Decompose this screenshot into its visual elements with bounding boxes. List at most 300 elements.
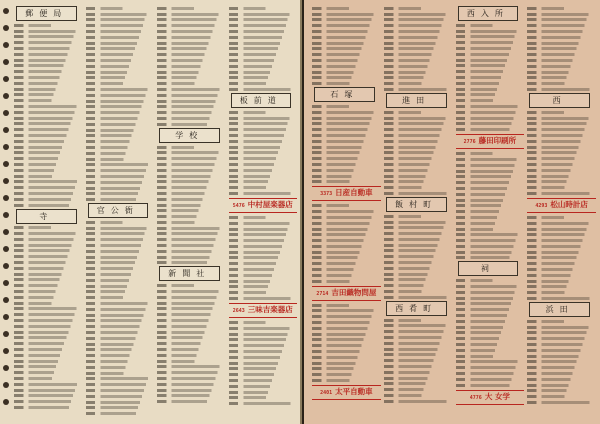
directory-line	[229, 111, 296, 114]
directory-line	[14, 93, 81, 96]
binding-hole	[3, 263, 9, 269]
section-header: 西入所	[458, 6, 519, 21]
directory-line	[384, 122, 451, 125]
directory-line	[14, 128, 81, 131]
directory-line	[312, 309, 379, 312]
directory-line	[14, 140, 81, 143]
directory-line	[527, 117, 594, 120]
directory-line	[384, 59, 451, 62]
directory-line	[312, 251, 379, 254]
directory-line	[229, 186, 296, 189]
directory-line	[157, 354, 224, 357]
directory-line	[86, 59, 153, 62]
directory-line	[527, 297, 594, 300]
directory-line	[384, 82, 451, 85]
directory-line	[229, 169, 296, 172]
directory-line	[14, 249, 81, 252]
directory-line	[14, 371, 81, 374]
directory-line	[86, 24, 153, 27]
section-header: 飯村町	[386, 197, 447, 212]
directory-line	[456, 251, 523, 254]
directory-line	[229, 262, 296, 265]
directory-line	[14, 157, 81, 160]
directory-line	[456, 291, 523, 294]
directory-line	[157, 117, 224, 120]
directory-line	[86, 279, 153, 282]
directory-line	[527, 291, 594, 294]
directory-line	[456, 152, 523, 155]
directory-line	[157, 146, 224, 149]
directory-line	[527, 146, 594, 149]
binding-hole	[3, 280, 9, 286]
directory-line	[86, 187, 153, 190]
directory-line	[384, 400, 451, 403]
directory-listing	[229, 7, 298, 91]
directory-listing	[384, 111, 453, 195]
section-header: 西	[529, 93, 590, 108]
directory-line	[384, 365, 451, 368]
directory-line	[384, 18, 451, 21]
directory-line	[14, 99, 81, 102]
directory-line	[229, 59, 296, 62]
directory-line	[312, 350, 379, 353]
right-page	[304, 0, 600, 424]
directory-line	[86, 232, 153, 235]
binding-hole	[3, 144, 9, 150]
directory-line	[157, 302, 224, 305]
directory-line	[312, 65, 379, 68]
directory-line	[14, 325, 81, 328]
directory-line	[157, 371, 224, 374]
directory-line	[86, 53, 153, 56]
directory-line	[312, 82, 379, 85]
directory-listing	[312, 304, 381, 382]
directory-line	[527, 343, 594, 346]
directory-line	[14, 232, 81, 235]
advertisement: 2401 太平自動車	[312, 385, 381, 400]
directory-line	[384, 71, 451, 74]
directory-line	[456, 320, 523, 323]
directory-line	[384, 140, 451, 143]
left-column-2	[86, 4, 155, 422]
directory-line	[229, 228, 296, 231]
directory-line	[14, 24, 81, 27]
directory-line	[86, 360, 153, 363]
directory-line	[86, 250, 153, 253]
directory-line	[86, 314, 153, 317]
directory-listing	[384, 7, 453, 91]
directory-line	[527, 157, 594, 160]
directory-line	[229, 350, 296, 353]
directory-listing	[527, 7, 596, 91]
directory-line	[229, 233, 296, 236]
directory-listing	[527, 320, 596, 404]
directory-line	[157, 336, 224, 339]
directory-line	[86, 377, 153, 380]
directory-line	[456, 355, 523, 358]
directory-listing	[384, 319, 453, 403]
directory-line	[157, 123, 224, 126]
directory-line	[456, 24, 523, 27]
directory-line	[312, 36, 379, 39]
directory-line	[14, 296, 81, 299]
directory-line	[384, 47, 451, 50]
directory-line	[14, 151, 81, 154]
directory-line	[157, 284, 224, 287]
directory-line	[229, 117, 296, 120]
directory-line	[384, 157, 451, 160]
directory-line	[229, 222, 296, 225]
directory-line	[229, 268, 296, 271]
directory-line	[86, 105, 153, 108]
directory-line	[229, 88, 296, 91]
directory-line	[157, 88, 224, 91]
directory-listing	[456, 279, 525, 386]
directory-line	[157, 227, 224, 230]
directory-line	[86, 71, 153, 74]
directory-line	[157, 307, 224, 310]
directory-line	[456, 239, 523, 242]
directory-line	[456, 326, 523, 329]
binding-hole	[3, 195, 9, 201]
section-header: 板前道	[231, 93, 292, 108]
directory-line	[527, 175, 594, 178]
directory-line	[312, 304, 379, 307]
directory-line	[229, 163, 296, 166]
binding-hole	[3, 25, 9, 31]
directory-listing	[384, 215, 453, 299]
directory-line	[229, 402, 296, 405]
binding-hole	[3, 212, 9, 218]
directory-line	[527, 326, 594, 329]
directory-line	[312, 47, 379, 50]
directory-line	[527, 378, 594, 381]
directory-line	[456, 181, 523, 184]
directory-line	[384, 319, 451, 322]
directory-line	[312, 175, 379, 178]
directory-line	[312, 338, 379, 341]
directory-line	[157, 36, 224, 39]
directory-line	[384, 7, 451, 10]
directory-line	[384, 232, 451, 235]
directory-line	[229, 216, 296, 219]
directory-line	[86, 308, 153, 311]
directory-line	[157, 256, 224, 259]
directory-line	[384, 249, 451, 252]
directory-line	[456, 314, 523, 317]
directory-line	[157, 204, 224, 207]
directory-line	[456, 59, 523, 62]
directory-line	[157, 383, 224, 386]
directory-line	[384, 267, 451, 270]
directory-line	[456, 35, 523, 38]
directory-line	[456, 360, 523, 363]
directory-line	[86, 383, 153, 386]
directory-line	[527, 366, 594, 369]
directory-line	[14, 255, 81, 258]
directory-line	[384, 394, 451, 397]
directory-line	[384, 128, 451, 131]
directory-line	[14, 342, 81, 345]
directory-line	[527, 24, 594, 27]
directory-line	[229, 134, 296, 137]
section-header: 新聞社	[159, 266, 220, 281]
directory-line	[86, 256, 153, 259]
binding-hole	[3, 76, 9, 82]
directory-line	[456, 204, 523, 207]
directory-line	[157, 169, 224, 172]
directory-line	[229, 30, 296, 33]
directory-line	[86, 13, 153, 16]
directory-line	[86, 285, 153, 288]
directory-line	[86, 7, 153, 10]
directory-line	[14, 244, 81, 247]
directory-line	[527, 384, 594, 387]
directory-line	[527, 30, 594, 33]
directory-line	[86, 65, 153, 68]
directory-line	[157, 296, 224, 299]
directory-line	[14, 204, 81, 207]
directory-line	[312, 362, 379, 365]
directory-line	[527, 395, 594, 398]
directory-line	[157, 209, 224, 212]
directory-line	[312, 204, 379, 207]
directory-line	[157, 290, 224, 293]
directory-line	[527, 186, 594, 189]
directory-line	[86, 354, 153, 357]
directory-line	[157, 377, 224, 380]
directory-line	[229, 333, 296, 336]
directory-line	[312, 268, 379, 271]
directory-line	[86, 372, 153, 375]
directory-line	[384, 371, 451, 374]
directory-line	[456, 245, 523, 248]
advertisement: 4293 松山時計店	[527, 198, 596, 213]
directory-line	[14, 30, 81, 33]
directory-line	[527, 216, 594, 219]
directory-line	[456, 210, 523, 213]
directory-line	[86, 343, 153, 346]
directory-line	[384, 377, 451, 380]
directory-line	[14, 180, 81, 183]
directory-line	[157, 71, 224, 74]
directory-line	[157, 389, 224, 392]
directory-line	[456, 111, 523, 114]
directory-line	[312, 169, 379, 172]
directory-line	[14, 163, 81, 166]
directory-line	[312, 30, 379, 33]
binding-hole	[3, 178, 9, 184]
directory-line	[229, 122, 296, 125]
directory-line	[86, 169, 153, 172]
directory-line	[384, 296, 451, 299]
directory-line	[86, 181, 153, 184]
directory-line	[14, 267, 81, 270]
directory-listing	[312, 7, 381, 85]
directory-line	[229, 82, 296, 85]
directory-line	[456, 64, 523, 67]
left-column-4	[229, 4, 298, 422]
directory-line	[527, 285, 594, 288]
directory-line	[312, 245, 379, 248]
directory-line	[229, 157, 296, 160]
directory-line	[86, 146, 153, 149]
directory-line	[14, 400, 81, 403]
binding-hole	[3, 331, 9, 337]
directory-line	[157, 400, 224, 403]
directory-line	[456, 331, 523, 334]
directory-line	[14, 198, 81, 201]
directory-line	[14, 307, 81, 310]
directory-line	[86, 18, 153, 21]
directory-line	[86, 244, 153, 247]
advertisement: 3373 日産自動車	[312, 186, 381, 201]
directory-line	[86, 412, 153, 415]
directory-line	[86, 100, 153, 103]
binding-holes	[3, 8, 10, 420]
directory-line	[14, 348, 81, 351]
directory-line	[14, 406, 81, 409]
section-header: 郵便局	[16, 6, 77, 21]
directory-line	[384, 53, 451, 56]
directory-line	[384, 76, 451, 79]
directory-line	[456, 222, 523, 225]
directory-line	[456, 366, 523, 369]
right-column-3	[456, 4, 525, 422]
directory-line	[157, 30, 224, 33]
directory-line	[157, 7, 224, 10]
directory-line	[312, 373, 379, 376]
directory-line	[157, 319, 224, 322]
directory-line	[384, 255, 451, 258]
directory-line	[456, 175, 523, 178]
directory-line	[157, 47, 224, 50]
directory-line	[157, 331, 224, 334]
directory-line	[384, 24, 451, 27]
directory-line	[229, 175, 296, 178]
left-column-3	[157, 4, 226, 422]
directory-line	[86, 192, 153, 195]
directory-line	[86, 163, 153, 166]
directory-line	[384, 330, 451, 333]
directory-line	[527, 13, 594, 16]
directory-line	[527, 53, 594, 56]
directory-line	[527, 320, 594, 323]
directory-line	[456, 199, 523, 202]
directory-line	[229, 71, 296, 74]
directory-line	[312, 42, 379, 45]
directory-line	[229, 24, 296, 27]
directory-line	[229, 385, 296, 388]
directory-line	[14, 226, 81, 229]
directory-line	[157, 313, 224, 316]
directory-line	[86, 82, 153, 85]
binding-hole	[3, 365, 9, 371]
directory-line	[384, 169, 451, 172]
directory-line	[384, 111, 451, 114]
directory-line	[527, 140, 594, 143]
directory-line	[86, 198, 153, 201]
directory-line	[229, 18, 296, 21]
directory-line	[312, 105, 379, 108]
directory-line	[229, 146, 296, 149]
directory-line	[86, 261, 153, 264]
directory-line	[312, 13, 379, 16]
directory-line	[229, 274, 296, 277]
directory-line	[312, 146, 379, 149]
directory-line	[157, 42, 224, 45]
directory-line	[384, 117, 451, 120]
directory-listing	[14, 24, 83, 207]
directory-line	[527, 76, 594, 79]
directory-line	[527, 42, 594, 45]
directory-line	[229, 13, 296, 16]
directory-listing	[14, 226, 83, 409]
directory-line	[157, 180, 224, 183]
directory-line	[312, 216, 379, 219]
advertisement: 4776 大 女学	[456, 390, 525, 405]
directory-line	[229, 285, 296, 288]
directory-line	[384, 382, 451, 385]
directory-line	[86, 158, 153, 161]
directory-line	[527, 169, 594, 172]
directory-line	[456, 378, 523, 381]
directory-line	[14, 186, 81, 189]
directory-line	[312, 180, 379, 183]
directory-line	[86, 221, 153, 224]
directory-line	[384, 238, 451, 241]
directory-line	[14, 76, 81, 79]
directory-line	[312, 59, 379, 62]
directory-line	[157, 394, 224, 397]
directory-line	[86, 267, 153, 270]
section-header: 寺	[16, 209, 77, 224]
directory-line	[14, 64, 81, 67]
directory-line	[312, 327, 379, 330]
directory-line	[527, 372, 594, 375]
directory-line	[157, 105, 224, 108]
directory-line	[312, 321, 379, 324]
directory-line	[14, 261, 81, 264]
directory-listing	[229, 216, 298, 300]
directory-line	[14, 278, 81, 281]
directory-line	[86, 273, 153, 276]
directory-line	[527, 7, 594, 10]
directory-line	[157, 342, 224, 345]
directory-line	[384, 284, 451, 287]
directory-listing	[157, 146, 226, 265]
directory-line	[527, 389, 594, 392]
binding-hole	[3, 246, 9, 252]
directory-listing	[86, 7, 155, 201]
directory-line	[14, 365, 81, 368]
directory-line	[229, 251, 296, 254]
directory-listing	[312, 105, 381, 183]
directory-line	[86, 227, 153, 230]
directory-line	[229, 344, 296, 347]
directory-line	[456, 88, 523, 91]
directory-line	[456, 30, 523, 33]
directory-line	[456, 170, 523, 173]
directory-line	[384, 359, 451, 362]
directory-line	[312, 122, 379, 125]
directory-line	[312, 7, 379, 10]
directory-line	[312, 239, 379, 242]
directory-line	[86, 152, 153, 155]
directory-line	[229, 391, 296, 394]
directory-line	[527, 233, 594, 236]
directory-listing	[312, 204, 381, 282]
